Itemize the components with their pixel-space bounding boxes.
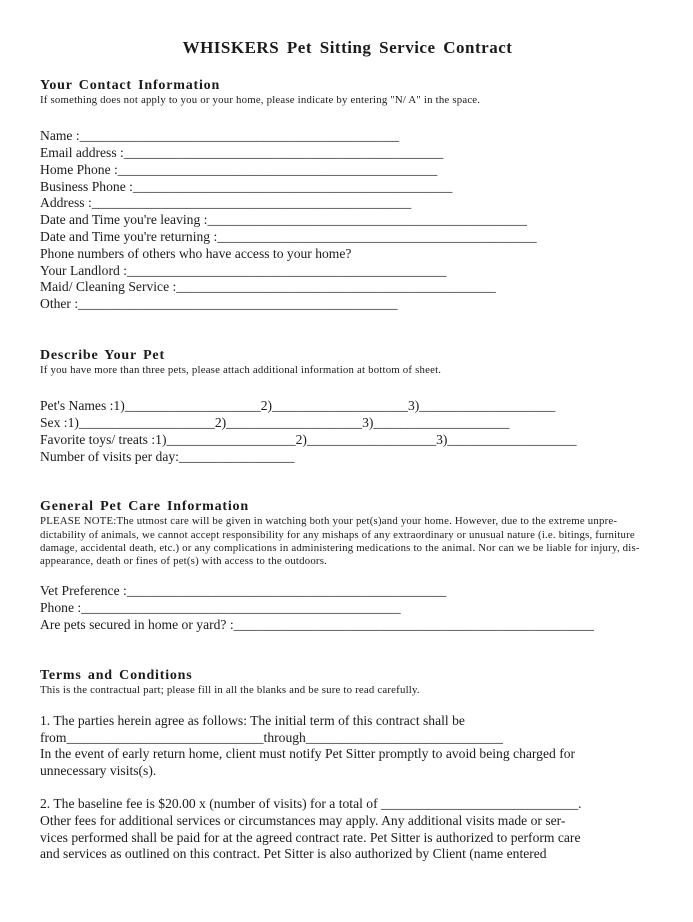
email-field-blank[interactable]: _______________________________________________ — [123, 145, 444, 160]
name-field-label: Name : — [40, 128, 80, 144]
pet-sex-label-3: 3) — [362, 414, 374, 430]
business-phone-field-label: Business Phone : — [40, 178, 133, 194]
other-field-blank[interactable]: _______________________________________________ — [78, 296, 398, 312]
field-row-maid — [40, 279, 681, 296]
terms-paragraph-2 — [40, 796, 681, 863]
terms-1-line-1: 1. The parties herein agree as follows: The initial term of this contract shall be — [40, 712, 465, 728]
terms-2-line-4: and services as outlined on this contract. Pet Sitter is also authorized by Client (name entered — [40, 846, 547, 862]
pet-sex-2-blank[interactable]: ____________________ — [226, 414, 363, 430]
pet-sex-3-blank[interactable]: ____________________ — [373, 414, 510, 430]
maid-field-blank[interactable]: _______________________________________________ — [176, 279, 496, 295]
pet-names-label-3: 3) — [407, 398, 420, 414]
pet-sex-label-2: 2) — [214, 414, 227, 430]
field-row-returning — [40, 229, 681, 246]
care-note — [40, 515, 681, 568]
pet-toys-label-2: 2) — [295, 431, 307, 447]
name-field-blank[interactable]: _______________________________________________ — [79, 128, 400, 144]
field-row-pet-toys — [40, 432, 681, 449]
vet-fields — [40, 583, 681, 633]
terms-2-line-1 — [40, 796, 681, 813]
field-row-vet — [40, 583, 681, 600]
field-row-other — [40, 296, 681, 313]
pet-name-3-blank[interactable]: ____________________ — [419, 398, 556, 414]
pet-toys-3-blank[interactable]: ___________________ — [447, 431, 577, 447]
field-row-pet-sex — [40, 415, 681, 432]
vet-field-blank[interactable]: _______________________________________________ — [126, 583, 447, 599]
secured-field-blank[interactable]: _____________________________________________________ — [233, 616, 594, 632]
section-heading-care: General Pet Care Information — [40, 499, 249, 515]
pet-names-label-2: 2) — [260, 398, 273, 414]
field-row-vet-phone — [40, 600, 681, 617]
pet-sex-1-blank[interactable]: ____________________ — [78, 414, 215, 430]
care-note-line: PLEASE NOTE:The utmost care will be given in watching both your pet(s)and your home. However, due to the extreme unpre- — [40, 515, 618, 528]
address-field-label: Address : — [40, 195, 92, 211]
email-field-label: Email address : — [40, 145, 124, 160]
from-label: from — [40, 729, 67, 745]
pet-name-2-blank[interactable]: ____________________ — [272, 398, 408, 414]
returning-field-label: Date and Time you're returning : — [40, 228, 218, 244]
field-row-pet-names — [40, 398, 681, 415]
through-date-blank[interactable]: _____________________________ — [305, 729, 503, 745]
field-row-home-phone — [40, 162, 681, 179]
landlord-field-blank[interactable]: _______________________________________________ — [126, 262, 447, 278]
field-row-address — [40, 195, 681, 212]
address-field-blank[interactable]: _______________________________________________ — [91, 195, 412, 211]
pet-sex-label: Sex :1) — [40, 414, 79, 430]
field-row-leaving — [40, 212, 681, 229]
field-row-name — [40, 128, 681, 145]
terms-note: This is the contractual part; please fill in all the blanks and be sure to read carefully. — [40, 683, 420, 696]
pet-toys-2-blank[interactable]: ___________________ — [306, 431, 437, 447]
pet-toys-label: Favorite toys/ treats :1) — [40, 431, 167, 447]
pet-note: If you have more than three pets, please attach additional information at bottom of sheet. — [40, 363, 442, 376]
contact-note: If something does not apply to you or your home, please indicate by entering "N/ A" in the space. — [40, 94, 481, 106]
pet-name-1-blank[interactable]: ____________________ — [124, 398, 261, 414]
terms-1-line-2 — [40, 730, 681, 747]
through-label: through — [263, 729, 306, 745]
section-heading-terms: Terms and Conditions — [40, 667, 193, 683]
secured-field-label: Are pets secured in home or yard? : — [40, 616, 234, 632]
from-date-blank[interactable]: _____________________________ — [66, 729, 264, 745]
vet-field-label: Vet Preference : — [40, 583, 127, 599]
pet-names-label: Pet's Names :1) — [40, 398, 125, 414]
visits-field-label: Number of visits per day: — [40, 448, 179, 464]
leaving-field-blank[interactable]: _______________________________________________ — [207, 212, 527, 228]
baseline-fee-text: 2. The baseline fee is $20.00 x (number of visits) for a total of — [40, 795, 382, 811]
baseline-fee-period: . — [578, 795, 582, 811]
care-note-line: damage, accidental death, etc.) or any complications in administering medications to the animal. Nor can we be liable for injury, dis- — [40, 541, 640, 554]
section-heading-pet: Describe Your Pet — [40, 347, 165, 363]
contact-fields — [40, 128, 681, 313]
home-phone-field-label: Home Phone : — [40, 161, 118, 177]
care-note-line: dictability of animals, we cannot accept responsibility for any mishaps of any extraordinary or unusual nature (i.e. bitings, furniture — [40, 528, 635, 541]
terms-paragraph-1 — [40, 713, 681, 780]
business-phone-field-blank[interactable]: _______________________________________________ — [132, 178, 453, 194]
section-heading-contact: Your Contact Information — [40, 78, 221, 93]
home-phone-field-blank[interactable]: _______________________________________________ — [117, 161, 438, 177]
landlord-field-label: Your Landlord : — [40, 262, 127, 278]
visits-field-blank[interactable]: _________________ — [178, 448, 295, 464]
returning-field-blank[interactable]: _______________________________________________ — [217, 228, 537, 244]
terms-1-line-3: In the event of early return home, client must notify Pet Sitter promptly to avoid being charged for — [40, 746, 576, 762]
pet-fields — [40, 398, 681, 465]
terms-1-line-4: unnecessary visits(s). — [40, 763, 157, 779]
maid-field-label: Maid/ Cleaning Service : — [40, 279, 177, 295]
field-row-visits — [40, 449, 681, 466]
pet-toys-1-blank[interactable]: ___________________ — [166, 431, 296, 447]
other-field-label: Other : — [40, 296, 79, 312]
field-row-email — [40, 145, 681, 162]
total-fee-blank[interactable]: _____________________________ — [381, 795, 579, 811]
vet-phone-field-label: Phone : — [40, 599, 82, 615]
care-note-line: appearance, death or fines of pet(s) with access to the outdoors. — [40, 554, 328, 567]
terms-2-line-3: vices performed shall be paid for at the agreed contract rate. Pet Sitter is authorized to perform care — [40, 829, 581, 845]
terms-2-line-2: Other fees for additional services or circumstances may apply. Any additional visits made or ser- — [40, 812, 566, 828]
field-row-secured — [40, 617, 681, 634]
field-row-business-phone — [40, 179, 681, 196]
field-row-landlord — [40, 263, 681, 280]
vet-phone-field-blank[interactable]: _______________________________________________ — [81, 599, 401, 615]
leaving-field-label: Date and Time you're leaving : — [40, 212, 208, 228]
pet-toys-label-3: 3) — [436, 431, 448, 447]
access-question: Phone numbers of others who have access to your home? — [40, 245, 352, 261]
page-title: WHISKERS Pet Sitting Service Contract — [182, 38, 513, 57]
